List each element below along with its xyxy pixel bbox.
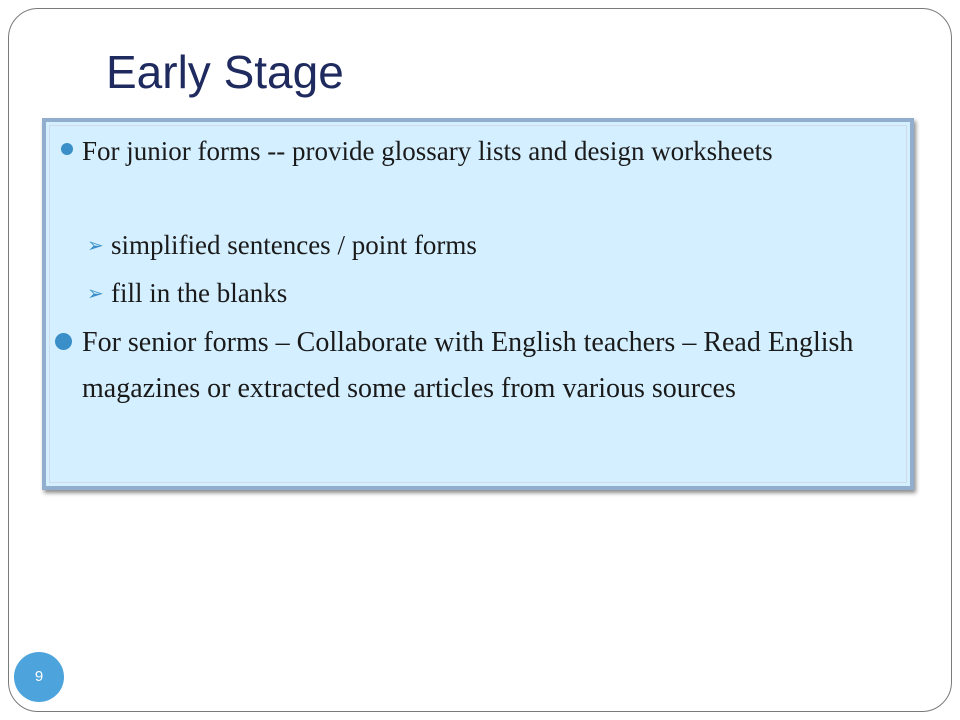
arrow-bullet-icon: ➢	[87, 233, 104, 257]
sub-item	[87, 222, 477, 268]
content-box	[42, 118, 914, 490]
arrow-bullet-icon: ➢	[87, 281, 104, 305]
sub-item-text: simplified sentences / point forms	[111, 230, 477, 260]
circle-bullet-icon	[55, 333, 72, 350]
sub-item-text: fill in the blanks	[111, 278, 288, 308]
bullet-text: For junior forms -- provide glossary lists and design worksheets	[82, 136, 773, 166]
slide-title: Early Stage	[106, 46, 344, 98]
page-number-badge: 9	[14, 652, 64, 702]
circle-bullet-icon	[61, 143, 73, 155]
bullet-text: For senior forms – Collaborate with English teachers – Read English magazines or extracted some articles from various sources	[82, 327, 854, 404]
sub-item	[87, 270, 287, 316]
